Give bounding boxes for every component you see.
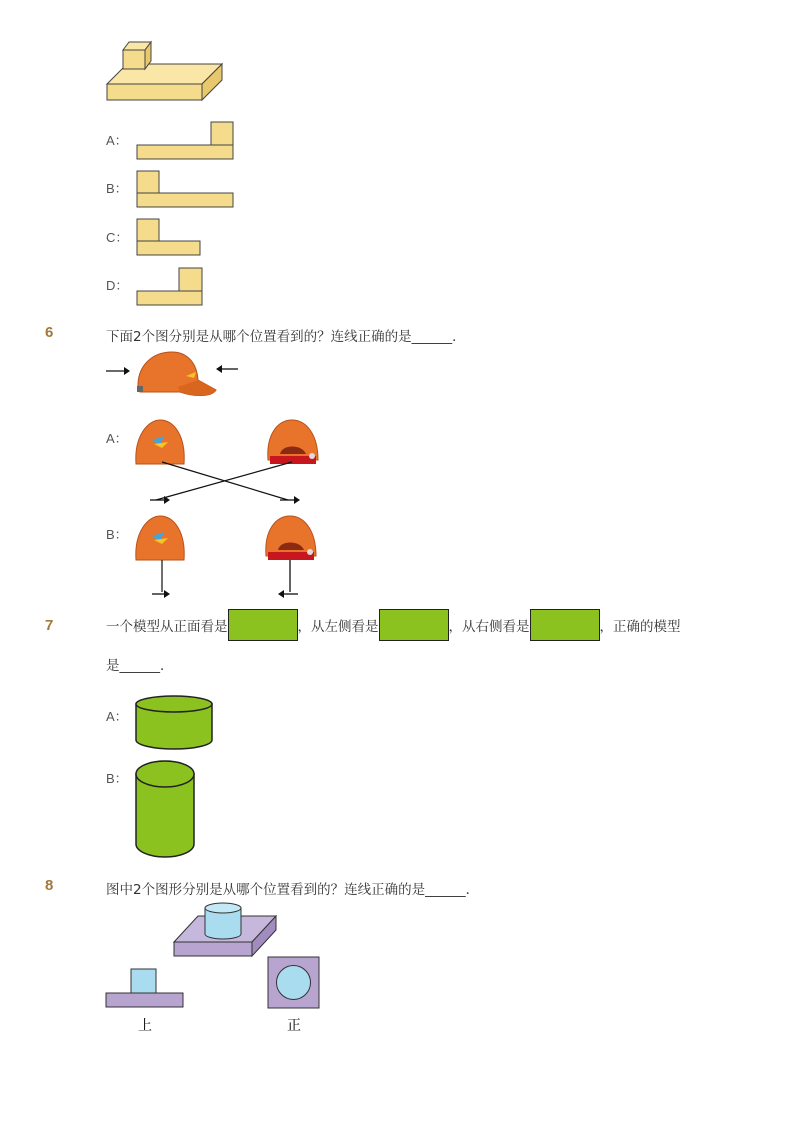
- q8-text: 图中2个图形分别是从哪个位置看到的？连线正确的是______．: [106, 882, 480, 898]
- q7-text-part1: 一个模型从正面看是: [106, 619, 228, 635]
- q8-solid-figure: [170, 898, 280, 960]
- q7-front-view-box: [228, 609, 298, 641]
- q7-text-part2: ，从左侧看是: [297, 619, 379, 635]
- q7-option-b-cylinder[interactable]: [134, 758, 198, 860]
- q6-option-a-matching[interactable]: [130, 416, 330, 508]
- q7-text-line1: [106, 609, 681, 641]
- q5-option-b-label[interactable]: B：: [106, 181, 128, 196]
- q6-option-b-label[interactable]: B：: [106, 527, 128, 542]
- q7-option-a-cylinder[interactable]: [134, 694, 216, 752]
- q5-option-c-label[interactable]: C：: [106, 230, 129, 245]
- q7-number: 7: [45, 617, 54, 634]
- q6-option-a-label[interactable]: A：: [106, 431, 128, 446]
- q6-option-b-matching[interactable]: [130, 512, 330, 604]
- q7-option-b-label[interactable]: B：: [106, 771, 128, 786]
- q8-caption-front: 正: [287, 1018, 301, 1034]
- q5-option-a-label[interactable]: A：: [106, 133, 128, 148]
- q7-text-part4: ，正确的模型: [599, 619, 681, 635]
- q8-top-view-figure[interactable]: [104, 967, 186, 1011]
- q8-number: 8: [45, 877, 54, 894]
- q8-caption-top: 上: [138, 1018, 152, 1034]
- q5-option-c-view[interactable]: [136, 218, 206, 258]
- q7-left-view-box: [379, 609, 449, 641]
- q7-text-line2: 是______．: [106, 658, 174, 674]
- q5-solid-figure: [104, 38, 229, 104]
- q6-cap-figure: [104, 350, 244, 402]
- q7-option-a-label[interactable]: A：: [106, 709, 128, 724]
- q5-option-b-view[interactable]: [136, 170, 236, 210]
- q8-front-view-figure[interactable]: [266, 955, 322, 1011]
- q5-option-d-view[interactable]: [136, 267, 206, 307]
- q7-text-part3: ，从右侧看是: [448, 619, 530, 635]
- q6-number: 6: [45, 324, 54, 341]
- q5-option-a-view[interactable]: [136, 121, 236, 161]
- q7-right-view-box: [530, 609, 600, 641]
- q5-option-d-label[interactable]: D：: [106, 278, 129, 293]
- q6-text: 下面2个图分别是从哪个位置看到的？连线正确的是______．: [106, 329, 466, 345]
